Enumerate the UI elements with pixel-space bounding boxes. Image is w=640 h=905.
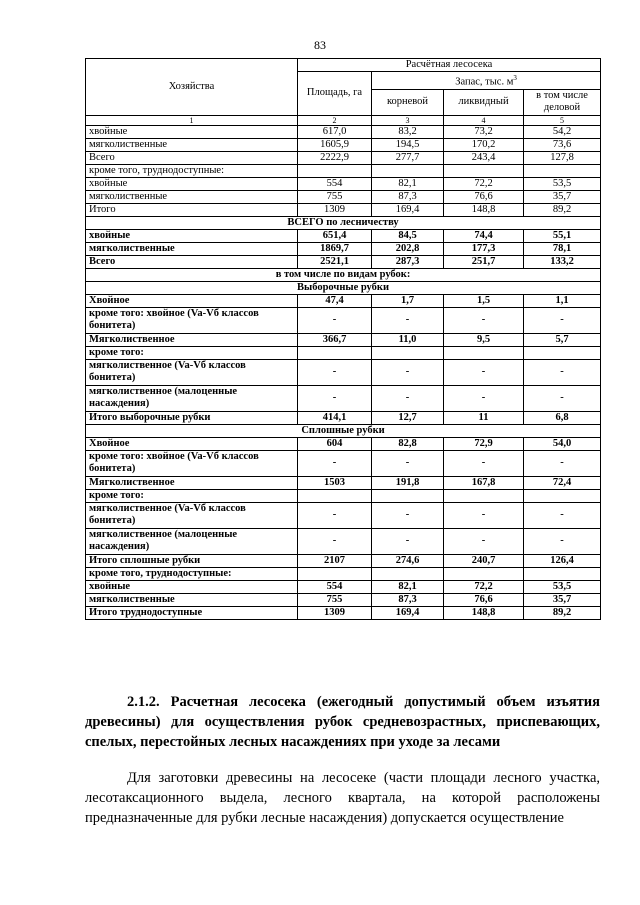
cell-liquid-stock: 251,7 <box>444 255 524 268</box>
row-label: кроме того, труднодоступные: <box>86 567 298 580</box>
cell-root-stock: - <box>372 528 444 554</box>
table-row <box>86 151 601 164</box>
cell-liquid-stock: 148,8 <box>444 606 524 619</box>
row-label: хвойные <box>86 229 298 242</box>
row-label: Итого сплошные рубки <box>86 554 298 567</box>
column-number: 4 <box>444 115 524 125</box>
cell-area: - <box>298 385 372 411</box>
column-number: 1 <box>86 115 298 125</box>
cell-area <box>298 346 372 359</box>
column-number: 3 <box>372 115 444 125</box>
cell-area: 1605,9 <box>298 138 372 151</box>
cell-root-stock: - <box>372 502 444 528</box>
cell-business-stock: 72,4 <box>524 476 601 489</box>
cell-business-stock: 133,2 <box>524 255 601 268</box>
cell-root-stock: 194,5 <box>372 138 444 151</box>
cell-liquid-stock: 74,4 <box>444 229 524 242</box>
cell-liquid-stock: 1,5 <box>444 294 524 307</box>
cell-business-stock: 35,7 <box>524 593 601 606</box>
row-label: кроме того: <box>86 489 298 502</box>
cell-liquid-stock <box>444 346 524 359</box>
cell-business-stock: 54,2 <box>524 125 601 138</box>
header-allowable-cut: Расчётная лесосека <box>298 59 601 72</box>
table-row <box>86 177 601 190</box>
cell-liquid-stock: 76,6 <box>444 190 524 203</box>
cell-root-stock: - <box>372 450 444 476</box>
table-row <box>86 593 601 606</box>
cell-root-stock: 83,2 <box>372 125 444 138</box>
row-label: мягколиственное (малоценные насаждения) <box>86 528 298 554</box>
cell-area: 2222,9 <box>298 151 372 164</box>
cell-root-stock: 169,4 <box>372 203 444 216</box>
row-label: кроме того, труднодоступные: <box>86 164 298 177</box>
table-row <box>86 528 601 554</box>
cell-area: 755 <box>298 190 372 203</box>
cell-business-stock: 1,1 <box>524 294 601 307</box>
row-label: кроме того: <box>86 346 298 359</box>
table-row <box>86 164 601 177</box>
cell-area: 651,4 <box>298 229 372 242</box>
cell-liquid-stock <box>444 567 524 580</box>
cell-business-stock <box>524 567 601 580</box>
cell-liquid-stock <box>444 164 524 177</box>
cell-liquid-stock: - <box>444 307 524 333</box>
cell-business-stock: 53,5 <box>524 177 601 190</box>
table-row <box>86 203 601 216</box>
cell-liquid-stock: 72,2 <box>444 580 524 593</box>
table-row <box>86 294 601 307</box>
page-number: 83 <box>314 38 326 52</box>
table-row <box>86 333 601 346</box>
cell-area <box>298 489 372 502</box>
row-label: кроме того: хвойное (Va-Vб классов бонитета) <box>86 450 298 476</box>
row-label: Итого выборочные рубки <box>86 411 298 424</box>
cell-business-stock: 53,5 <box>524 580 601 593</box>
cell-root-stock: 1,7 <box>372 294 444 307</box>
cell-business-stock: 55,1 <box>524 229 601 242</box>
header-stock-unit-sup: 3 <box>513 74 517 82</box>
row-label: мягколиственные <box>86 242 298 255</box>
table-row <box>86 411 601 424</box>
header-root: корневой <box>372 89 444 115</box>
section-heading: 2.1.2. Расчетная лесосека (ежегодный допустимый объем изъятия древесины) для осуществления рубок средневозрастных, приспевающих, спелых, перестойных лесных насаждениях при уходе за лесами <box>85 694 600 750</box>
cell-root-stock: 287,3 <box>372 255 444 268</box>
cell-area: 414,1 <box>298 411 372 424</box>
cell-area: 617,0 <box>298 125 372 138</box>
cell-root-stock: 12,7 <box>372 411 444 424</box>
cell-business-stock: - <box>524 502 601 528</box>
cell-area: 755 <box>298 593 372 606</box>
cell-area: 554 <box>298 177 372 190</box>
cell-business-stock: 126,4 <box>524 554 601 567</box>
cell-root-stock: 274,6 <box>372 554 444 567</box>
cell-root-stock: 82,1 <box>372 580 444 593</box>
cell-root-stock: 82,8 <box>372 437 444 450</box>
row-label: мягколиственные <box>86 190 298 203</box>
cell-business-stock <box>524 346 601 359</box>
cell-area: 47,4 <box>298 294 372 307</box>
cell-business-stock: 5,7 <box>524 333 601 346</box>
cell-area: - <box>298 450 372 476</box>
row-label: Итого <box>86 203 298 216</box>
cell-area: - <box>298 502 372 528</box>
cell-root-stock: 84,5 <box>372 229 444 242</box>
row-label: Итого труднодоступные <box>86 606 298 619</box>
header-business: в том числе деловой <box>524 89 601 115</box>
cell-root-stock: 277,7 <box>372 151 444 164</box>
table-row <box>86 580 601 593</box>
cell-liquid-stock: 73,2 <box>444 125 524 138</box>
table-body <box>86 125 601 619</box>
cell-liquid-stock: 167,8 <box>444 476 524 489</box>
row-label: кроме того: хвойное (Va-Vб классов бонитета) <box>86 307 298 333</box>
cell-business-stock: - <box>524 450 601 476</box>
table-row <box>86 606 601 619</box>
section-label: ВСЕГО по лесничеству <box>86 216 601 229</box>
cell-liquid-stock: 148,8 <box>444 203 524 216</box>
table-row <box>86 554 601 567</box>
cell-root-stock: 11,0 <box>372 333 444 346</box>
header-farms: Хозяйства <box>86 59 298 116</box>
cell-root-stock: - <box>372 359 444 385</box>
row-label: Хвойное <box>86 437 298 450</box>
header-stock <box>372 72 601 90</box>
cell-business-stock: 78,1 <box>524 242 601 255</box>
cell-area: - <box>298 359 372 385</box>
row-label: Всего <box>86 151 298 164</box>
cell-area: 604 <box>298 437 372 450</box>
cell-business-stock: 35,7 <box>524 190 601 203</box>
row-label: Мягколиственное <box>86 476 298 489</box>
cell-liquid-stock: 76,6 <box>444 593 524 606</box>
cell-area: - <box>298 528 372 554</box>
cell-root-stock <box>372 164 444 177</box>
cell-root-stock: - <box>372 385 444 411</box>
row-label: Хвойное <box>86 294 298 307</box>
cell-root-stock: 169,4 <box>372 606 444 619</box>
section-label: в том числе по видам рубок: <box>86 268 601 281</box>
cell-liquid-stock: 9,5 <box>444 333 524 346</box>
cell-liquid-stock: 243,4 <box>444 151 524 164</box>
cell-business-stock: 89,2 <box>524 203 601 216</box>
cell-area: 1503 <box>298 476 372 489</box>
table-row <box>86 255 601 268</box>
cell-business-stock: - <box>524 307 601 333</box>
table-row <box>86 385 601 411</box>
table-row <box>86 307 601 333</box>
row-label: мягколиственное (Va-Vб классов бонитета) <box>86 359 298 385</box>
row-label: хвойные <box>86 177 298 190</box>
cell-area: 1869,7 <box>298 242 372 255</box>
header-area: Площадь, га <box>298 72 372 116</box>
table-row <box>86 229 601 242</box>
section-label: Сплошные рубки <box>86 424 601 437</box>
cell-liquid-stock: 72,9 <box>444 437 524 450</box>
table-section-row <box>86 268 601 281</box>
cell-business-stock: - <box>524 528 601 554</box>
header-liquid: ликвидный <box>444 89 524 115</box>
body-paragraph: Для заготовки древесины на лесосеке (части площади лесного участка, лесотаксационного выдела, лесного квартала, на которой расположены предназначенные для рубки лесные насаждения) допускается осуществление <box>85 770 600 826</box>
row-label: Всего <box>86 255 298 268</box>
table-section-row <box>86 216 601 229</box>
table-section-row <box>86 424 601 437</box>
cell-root-stock <box>372 567 444 580</box>
cell-root-stock: 82,1 <box>372 177 444 190</box>
cell-business-stock: 6,8 <box>524 411 601 424</box>
cell-area: 1309 <box>298 203 372 216</box>
cell-business-stock <box>524 489 601 502</box>
table-row <box>86 125 601 138</box>
cell-liquid-stock: 72,2 <box>444 177 524 190</box>
table-row <box>86 437 601 450</box>
cell-root-stock <box>372 489 444 502</box>
cell-area: 1309 <box>298 606 372 619</box>
cell-business-stock: - <box>524 385 601 411</box>
cell-root-stock: 87,3 <box>372 190 444 203</box>
cell-area: 2107 <box>298 554 372 567</box>
cell-liquid-stock: - <box>444 502 524 528</box>
cell-business-stock: 127,8 <box>524 151 601 164</box>
cell-liquid-stock: 11 <box>444 411 524 424</box>
cell-area: - <box>298 307 372 333</box>
table-row <box>86 190 601 203</box>
row-label: мягколиственное (Va-Vб классов бонитета) <box>86 502 298 528</box>
table-row <box>86 242 601 255</box>
cell-area <box>298 164 372 177</box>
cell-root-stock: - <box>372 307 444 333</box>
table-row <box>86 489 601 502</box>
row-label: мягколиственные <box>86 593 298 606</box>
cell-root-stock: 191,8 <box>372 476 444 489</box>
cell-area <box>298 567 372 580</box>
cell-root-stock: 202,8 <box>372 242 444 255</box>
table-section-row <box>86 281 601 294</box>
row-label: мягколиственные <box>86 138 298 151</box>
row-label: мягколиственное (малоценные насаждения) <box>86 385 298 411</box>
cell-area: 554 <box>298 580 372 593</box>
section-label: Выборочные рубки <box>86 281 601 294</box>
cell-liquid-stock: - <box>444 385 524 411</box>
table-row <box>86 567 601 580</box>
table-row <box>86 138 601 151</box>
cell-liquid-stock: 170,2 <box>444 138 524 151</box>
table-row <box>86 359 601 385</box>
cell-business-stock: 73,6 <box>524 138 601 151</box>
column-number: 5 <box>524 115 601 125</box>
column-number: 2 <box>298 115 372 125</box>
cell-liquid-stock: - <box>444 528 524 554</box>
cell-business-stock: - <box>524 359 601 385</box>
cell-liquid-stock: - <box>444 359 524 385</box>
header-stock-label: Запас, тыс. м <box>455 76 514 88</box>
cell-root-stock <box>372 346 444 359</box>
cell-business-stock: 89,2 <box>524 606 601 619</box>
row-label: хвойные <box>86 580 298 593</box>
allowable-cut-table <box>85 58 601 620</box>
table-row <box>86 346 601 359</box>
cell-liquid-stock <box>444 489 524 502</box>
cell-area: 2521,1 <box>298 255 372 268</box>
table-row <box>86 476 601 489</box>
cell-liquid-stock: 240,7 <box>444 554 524 567</box>
cell-liquid-stock: - <box>444 450 524 476</box>
row-label: хвойные <box>86 125 298 138</box>
cell-business-stock <box>524 164 601 177</box>
table-row <box>86 450 601 476</box>
cell-liquid-stock: 177,3 <box>444 242 524 255</box>
cell-root-stock: 87,3 <box>372 593 444 606</box>
table-row <box>86 502 601 528</box>
row-label: Мягколиственное <box>86 333 298 346</box>
cell-area: 366,7 <box>298 333 372 346</box>
cell-business-stock: 54,0 <box>524 437 601 450</box>
